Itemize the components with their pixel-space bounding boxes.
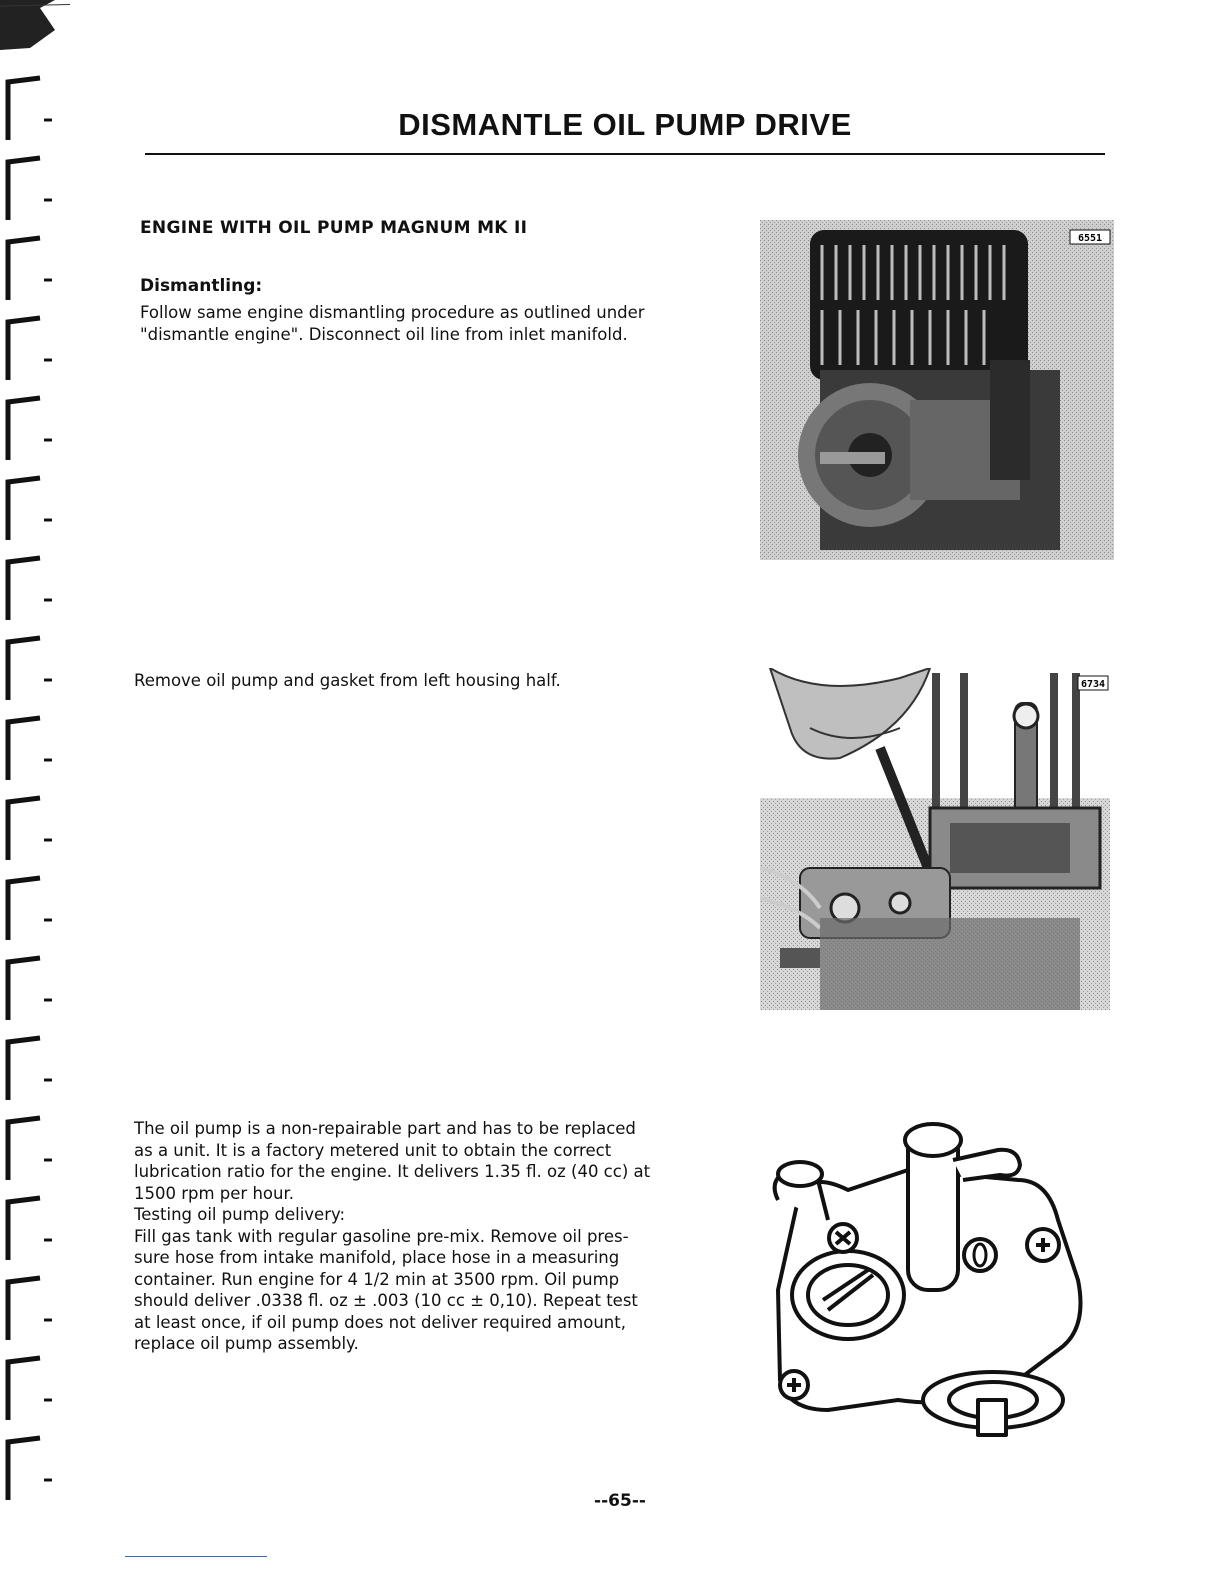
corner-scan-mark <box>0 0 55 50</box>
paragraph-line: Fill gas tank with regular gasoline pre-mix. Remove oil pres- <box>134 1226 629 1246</box>
paragraph-line: replace oil pump assembly. <box>134 1334 359 1353</box>
dismantling-subheading: Dismantling: <box>140 276 263 296</box>
page-number: --65-- <box>594 1491 646 1511</box>
binding-edge <box>0 0 70 1584</box>
binding-bracket-mark <box>8 478 40 540</box>
oil-pump-drawing <box>768 1110 1118 1450</box>
binding-bracket-mark <box>8 1038 40 1100</box>
binding-bracket-mark <box>8 798 40 860</box>
binding-bracket-mark <box>8 398 40 460</box>
page-title: DISMANTLE OIL PUMP DRIVE <box>398 107 852 142</box>
binding-bracket-mark <box>8 78 40 140</box>
binding-bracket-mark <box>8 1438 40 1500</box>
paragraph-line: should deliver .0338 fl. oz ± .003 (10 cc ± 0,10). Repeat test <box>134 1291 638 1310</box>
engine-cylinder-photo <box>760 220 1114 560</box>
binding-bracket-mark <box>8 718 40 780</box>
binding-bracket-mark <box>8 1358 40 1420</box>
photo-1-ref-number: 6551 <box>1077 233 1103 244</box>
paragraph-line: 1500 rpm per hour. <box>134 1183 294 1203</box>
oil-pump-removal-photo <box>760 668 1110 1010</box>
section-heading: ENGINE WITH OIL PUMP MAGNUM MK II <box>140 218 528 238</box>
binding-bracket-mark <box>8 1118 40 1180</box>
binding-bracket-mark <box>8 1198 40 1260</box>
binding-bracket-mark <box>8 158 40 220</box>
binding-bracket-mark <box>8 1278 40 1340</box>
binding-bracket-mark <box>8 878 40 940</box>
paragraph-line: The oil pump is a non-repairable part and has to be replaced <box>134 1119 636 1138</box>
binding-bracket-mark <box>8 238 40 300</box>
paragraph-line: sure hose from intake manifold, place hose in a measuring <box>134 1248 620 1267</box>
paragraph-line: as a unit. It is a factory metered unit to obtain the correct <box>134 1140 612 1160</box>
pump-testing-paragraph <box>134 1118 700 1355</box>
binding-bracket-mark <box>8 558 40 620</box>
binding-bracket-mark <box>8 958 40 1020</box>
title-underline <box>145 153 1105 155</box>
footer-rule <box>125 1556 267 1557</box>
binding-bracket-mark <box>8 638 40 700</box>
paragraph-line: Testing oil pump delivery: <box>134 1205 346 1224</box>
photo-2-ref-number: 6734 <box>1080 679 1106 690</box>
remove-pump-paragraph: Remove oil pump and gasket from left housing half. <box>134 671 561 690</box>
binding-bracket-mark <box>8 318 40 380</box>
dismantling-paragraph: Follow same engine dismantling procedure as outlined under "dismantle engine". Disconnect oil line from inlet manifold. <box>140 303 645 344</box>
paragraph-line: at least once, if oil pump does not deliver required amount, <box>134 1312 626 1332</box>
paragraph-line: lubrication ratio for the engine. It delivers 1.35 fl. oz (40 cc) at <box>134 1162 651 1181</box>
paragraph-line: container. Run engine for 4 1/2 min at 3500 rpm. Oil pump <box>134 1269 620 1289</box>
